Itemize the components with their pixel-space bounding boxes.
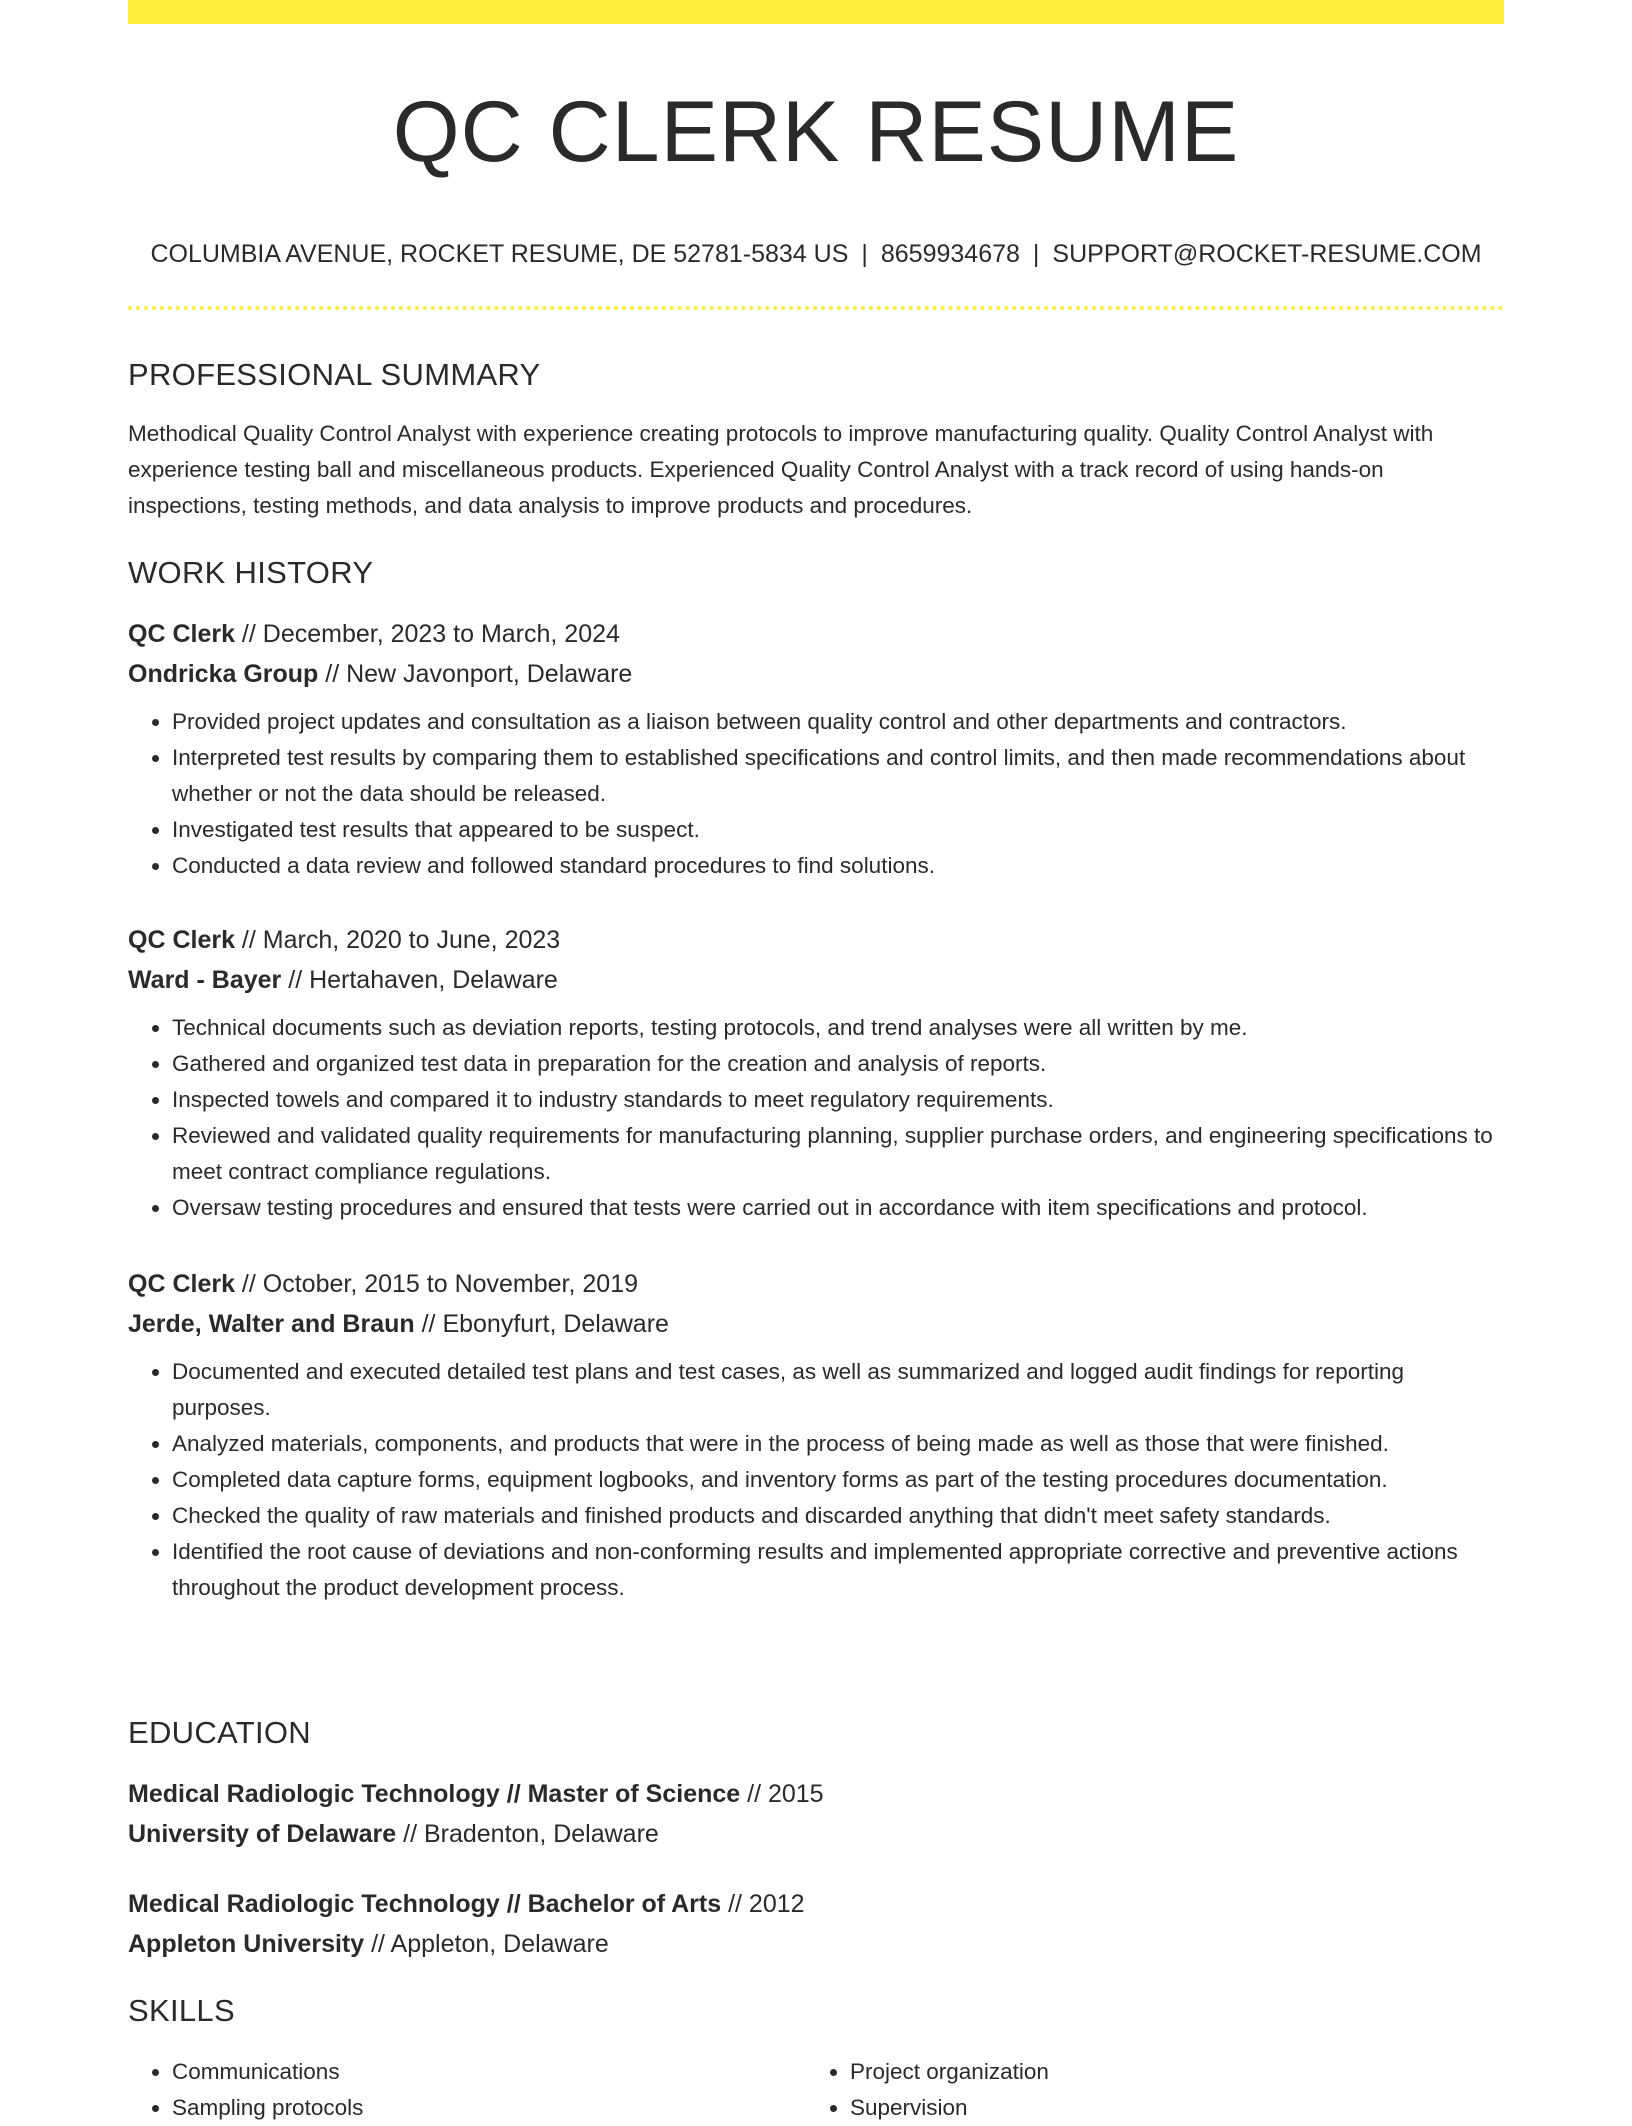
job-company: Ondricka Group (128, 660, 319, 688)
skill-item: • Communications (172, 2054, 772, 2090)
job-entry (128, 920, 1504, 1226)
summary-text: Methodical Quality Control Analyst with experience creating protocols to improve manufacturing quality. Quality Control Analyst with experience testing ball and miscellaneous products. Experienced Quality Control Analyst with a track record of using hands-on inspections, testing methods, and data analysis to improve products and procedures. (128, 421, 1434, 518)
skills-list (128, 2054, 1504, 2126)
education-school-line (128, 1924, 1504, 1964)
job-bullet: • Checked the quality of raw materials and finished products and discarded anything that didn't meet safety standards. (172, 1498, 1504, 1534)
job-bullet: • Documented and executed detailed test plans and test cases, as well as summarized and logged audit findings for reporting purposes. (172, 1354, 1504, 1426)
education-year: // 2012 (721, 1890, 805, 1918)
job-company-line (128, 654, 1504, 694)
education-location: // Appleton, Delaware (364, 1930, 609, 1958)
contact-separator: | (1032, 240, 1040, 268)
skills-column-2 (806, 2054, 1450, 2126)
job-bullet: • Investigated test results that appeared to be suspect. (172, 812, 1504, 848)
education-school: Appleton University (128, 1930, 365, 1958)
resume-title: QC CLERK RESUME (392, 84, 1240, 180)
job-company: Jerde, Walter and Braun (128, 1310, 415, 1338)
education-heading: EDUCATION (128, 1715, 311, 1750)
job-title: QC Clerk (128, 1270, 235, 1298)
job-dates: // March, 2020 to June, 2023 (234, 926, 561, 954)
skill-item: • Sampling protocols (172, 2090, 772, 2126)
contact-separator: | (861, 240, 868, 268)
job-title-line (128, 1264, 1504, 1304)
job-dates: // October, 2015 to November, 2019 (234, 1270, 639, 1298)
education-school-line (128, 1814, 1504, 1854)
job-company: Ward - Bayer (128, 966, 282, 994)
job-title: QC Clerk (128, 926, 235, 954)
job-bullet: • Interpreted test results by comparing them to established specifications and control limits, and then made recommendations about whether or not the data should be released. (172, 740, 1504, 812)
skill-item: • Supervision (850, 2090, 1450, 2126)
job-entry (128, 614, 1504, 884)
job-company-line (128, 960, 1504, 1000)
job-title-line (128, 614, 1504, 654)
job-bullet-list (128, 1354, 1504, 1606)
job-entry (128, 1264, 1504, 1606)
job-location: // Hertahaven, Delaware (281, 966, 558, 994)
work-history-heading: WORK HISTORY (128, 555, 374, 590)
education-year: // 2015 (740, 1780, 824, 1808)
job-bullet: • Conducted a data review and followed standard procedures to find solutions. (172, 848, 1504, 884)
job-bullet: • Reviewed and validated quality requirements for manufacturing planning, supplier purchase orders, and engineering specifications to meet contract compliance regulations. (172, 1118, 1504, 1190)
contact-line (128, 236, 1504, 272)
skills-column-1 (128, 2054, 772, 2126)
job-dates: // December, 2023 to March, 2024 (234, 620, 620, 648)
job-bullet: • Technical documents such as deviation reports, testing protocols, and trend analyses were all written by me. (172, 1010, 1504, 1046)
skill-item: • Project organization (850, 2054, 1450, 2090)
job-location: // New Javonport, Delaware (318, 660, 633, 688)
contact-address: COLUMBIA AVENUE, ROCKET RESUME, DE 52781-5834 US (150, 240, 849, 268)
job-bullet: • Completed data capture forms, equipment logbooks, and inventory forms as part of the testing procedures documentation. (172, 1462, 1504, 1498)
education-entry (128, 1774, 1504, 1854)
summary-heading: PROFESSIONAL SUMMARY (128, 357, 541, 392)
job-bullet: • Gathered and organized test data in preparation for the creation and analysis of reports. (172, 1046, 1504, 1082)
job-title: QC Clerk (128, 620, 235, 648)
job-title-line (128, 920, 1504, 960)
education-degree: Medical Radiologic Technology // Master of Science (128, 1780, 741, 1808)
contact-email: SUPPORT@ROCKET-RESUME.COM (1052, 240, 1482, 268)
job-bullet: • Analyzed materials, components, and products that were in the process of being made as well as those that were finished. (172, 1426, 1504, 1462)
job-company-line (128, 1304, 1504, 1344)
header-divider (128, 306, 1504, 310)
accent-top-bar (128, 0, 1504, 24)
education-entry (128, 1884, 1504, 1964)
education-school: University of Delaware (128, 1820, 397, 1848)
job-location: // Ebonyfurt, Delaware (414, 1310, 669, 1338)
job-bullet: • Provided project updates and consultation as a liaison between quality control and other departments and contractors. (172, 704, 1504, 740)
education-degree: Medical Radiologic Technology // Bachelor of Arts (128, 1890, 722, 1918)
contact-phone: 8659934678 (880, 240, 1020, 268)
job-bullet-list (128, 1010, 1504, 1226)
job-bullet-list (128, 704, 1504, 884)
job-bullet: • Identified the root cause of deviations and non-conforming results and implemented appropriate corrective and preventive actions throughout the product development process. (172, 1534, 1504, 1606)
education-location: // Bradenton, Delaware (396, 1820, 659, 1848)
job-bullet: • Oversaw testing procedures and ensured that tests were carried out in accordance with item specifications and protocol. (172, 1190, 1504, 1226)
job-bullet: • Inspected towels and compared it to industry standards to meet regulatory requirements. (172, 1082, 1504, 1118)
education-degree-line (128, 1774, 1504, 1814)
education-degree-line (128, 1884, 1504, 1924)
skills-heading: SKILLS (128, 1993, 235, 2028)
